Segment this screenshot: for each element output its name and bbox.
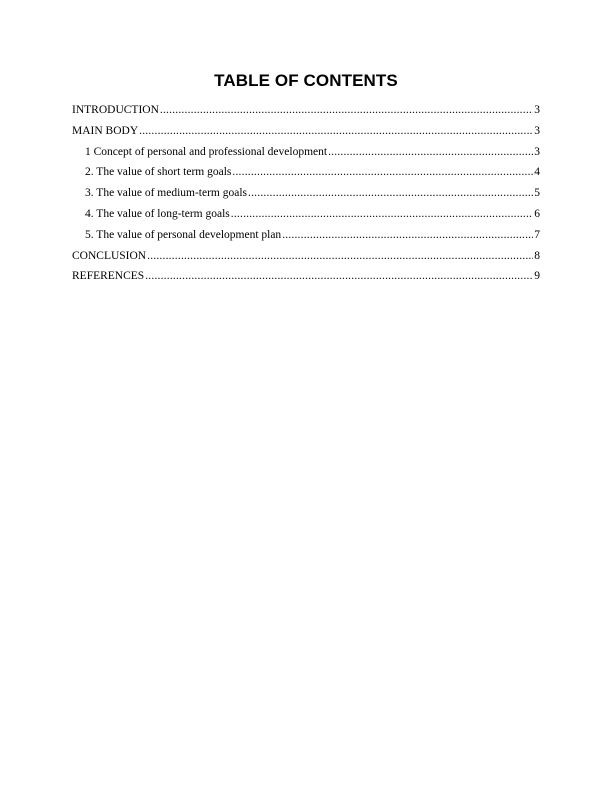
toc-entry-main-body[interactable] (72, 125, 540, 146)
toc-entry-label: 1 Concept of personal and professional development (85, 145, 328, 158)
toc-entry-label: 3. The value of medium-term goals (85, 187, 248, 200)
toc-entry-introduction[interactable] (72, 104, 540, 125)
toc-entry-label: 2. The value of short term goals (85, 166, 232, 179)
toc-page-number: 9 (534, 270, 540, 283)
dot-leader (160, 104, 533, 116)
dot-leader (145, 270, 533, 282)
toc-entry-label: CONCLUSION (72, 249, 147, 262)
toc-entry-personal-development-plan[interactable] (72, 229, 540, 250)
toc-entry-short-term-goals[interactable] (72, 166, 540, 187)
toc-entry-label: 5. The value of personal development plan (85, 228, 282, 241)
toc-entry-medium-term-goals[interactable] (72, 187, 540, 208)
toc-page-number: 4 (534, 166, 540, 179)
toc-page-number: 6 (534, 207, 540, 220)
page-title: TABLE OF CONTENTS (214, 71, 398, 90)
toc-page-number: 5 (534, 187, 540, 200)
toc-entry-references[interactable] (72, 270, 540, 291)
table-of-contents (72, 104, 540, 291)
toc-page-number: 7 (534, 228, 540, 241)
dot-leader (231, 208, 533, 220)
toc-page-number: 3 (534, 124, 540, 137)
toc-entry-conclusion[interactable] (72, 250, 540, 271)
dot-leader (147, 250, 533, 262)
toc-entry-concept[interactable] (72, 146, 540, 167)
toc-entry-label: 4. The value of long-term goals (85, 207, 230, 220)
toc-entry-label: INTRODUCTION (72, 104, 159, 116)
toc-entry-label: MAIN BODY (72, 124, 139, 137)
toc-entry-label: REFERENCES (72, 270, 145, 283)
toc-entry-long-term-goals[interactable] (72, 208, 540, 229)
toc-page-number: 3 (534, 104, 540, 116)
dot-leader (248, 187, 533, 199)
dot-leader (328, 146, 533, 158)
toc-page-number: 3 (534, 145, 540, 158)
dot-leader (139, 125, 533, 137)
dot-leader (282, 229, 533, 241)
dot-leader (232, 166, 533, 178)
toc-page-number: 8 (534, 249, 540, 262)
